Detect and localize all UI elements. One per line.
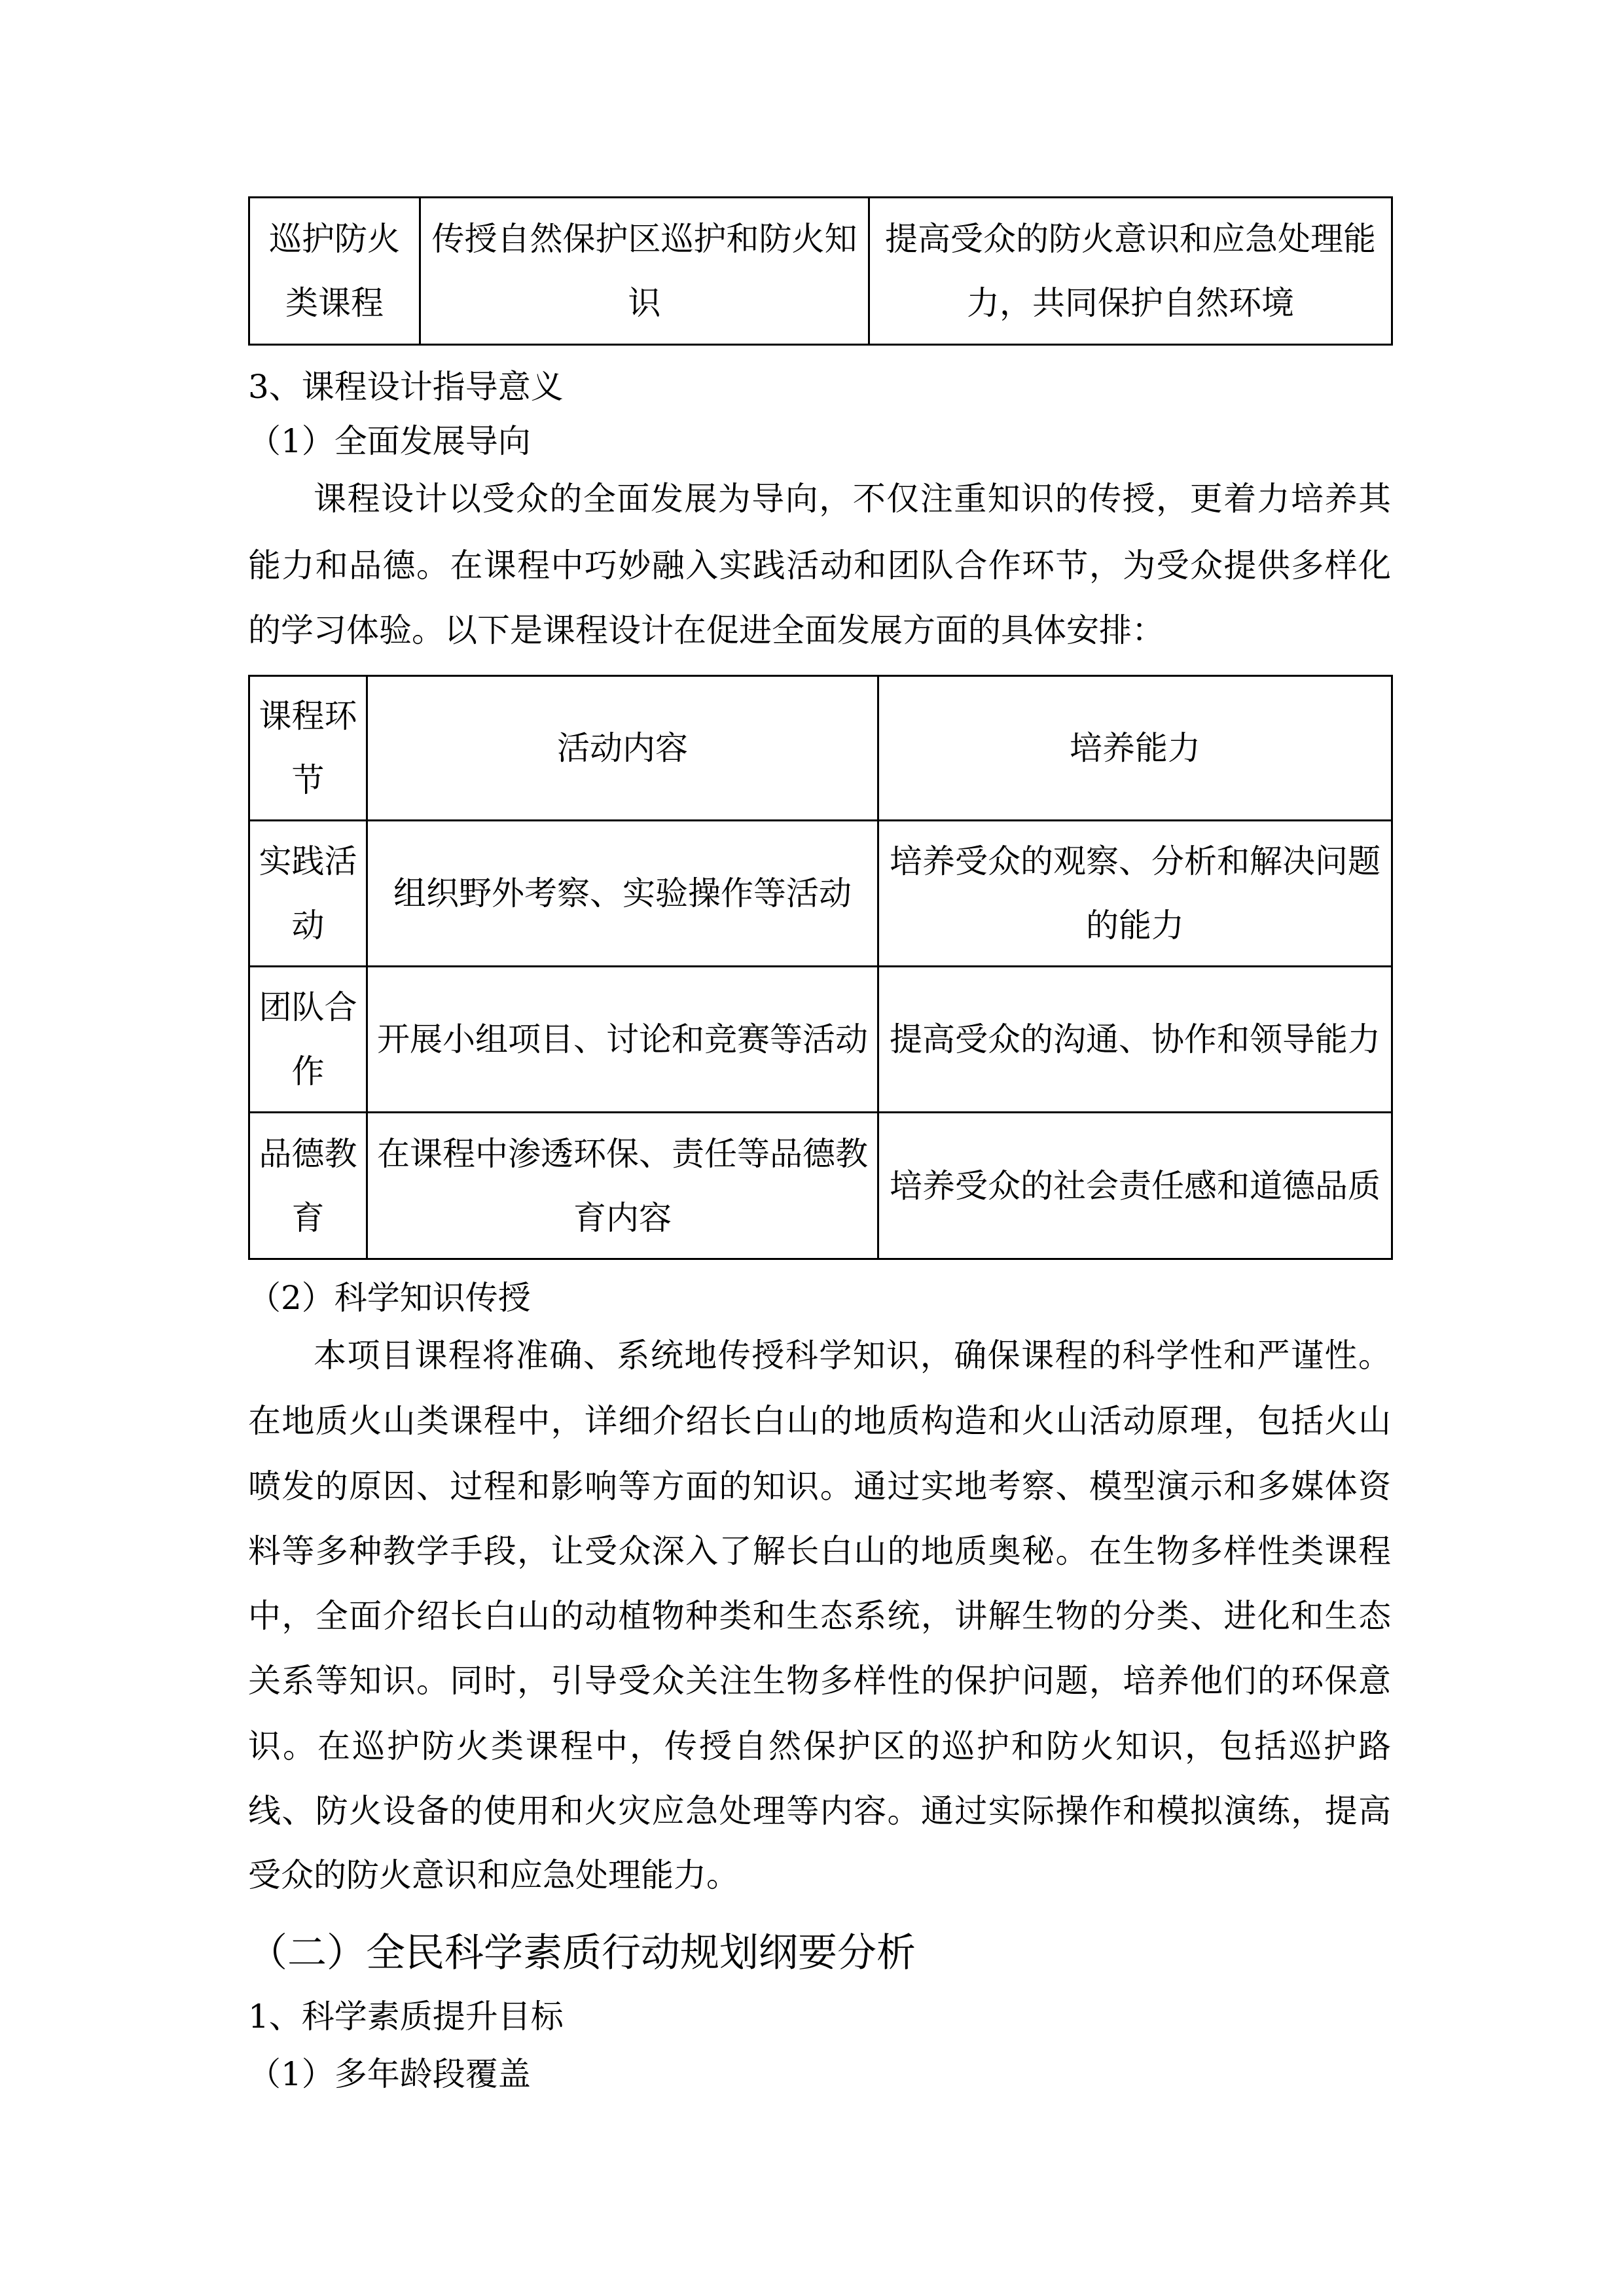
- activity-cell: 在课程中渗透环保、责任等品德教育内容: [367, 1113, 878, 1259]
- paragraph-line: 线、防火设备的使用和火灾应急处理等内容。通过实际操作和模拟演练，提高: [248, 1792, 1391, 1830]
- header-cell: 课程环节: [249, 676, 367, 821]
- chapter-heading: （二）全民科学素质行动规划纲要分析: [248, 1930, 916, 1976]
- course-goal-cell: 提高受众的防火意识和应急处理能力，共同保护自然环境: [869, 198, 1392, 345]
- course-content-cell: 传授自然保护区巡护和防火知识: [420, 198, 869, 345]
- paragraph-line: 识。在巡护防火类课程中，传授自然保护区的巡护和防火知识，包括巡护路: [248, 1727, 1391, 1765]
- table-row: [249, 1113, 1392, 1259]
- subsection-heading: （2）科学知识传授: [248, 1279, 531, 1317]
- course-name-cell: 巡护防火类课程: [249, 198, 420, 345]
- subsection-heading: （1）全面发展导向: [248, 422, 531, 460]
- table-row: [249, 967, 1392, 1113]
- paragraph-line: 课程设计以受众的全面发展为导向，不仅注重知识的传授，更着力培养其: [314, 480, 1391, 518]
- subsection-heading: （1）多年龄段覆盖: [248, 2055, 531, 2093]
- table-row: [249, 821, 1392, 967]
- paragraph-line: 喷发的原因、过程和影响等方面的知识。通过实地考察、模型演示和多媒体资: [248, 1467, 1391, 1505]
- ability-cell: 培养受众的社会责任感和道德品质: [878, 1113, 1392, 1259]
- paragraph-line: 中，全面介绍长白山的动植物种类和生态系统，讲解生物的分类、进化和生态: [248, 1597, 1391, 1635]
- table-header-row: [249, 676, 1392, 821]
- paragraph-line: 在地质火山类课程中，详细介绍长白山的地质构造和火山活动原理，包括火山: [248, 1402, 1391, 1440]
- development-table: [248, 675, 1393, 1260]
- section-heading: 1、科学素质提升目标: [248, 1998, 564, 2036]
- paragraph-line: 的学习体验。以下是课程设计在促进全面发展方面的具体安排：: [248, 611, 1164, 649]
- activity-cell: 开展小组项目、讨论和竞赛等活动: [367, 967, 878, 1113]
- paragraph-line: 本项目课程将准确、系统地传授科学知识，确保课程的科学性和严谨性。: [314, 1336, 1391, 1374]
- paragraph-line: 料等多种教学手段，让受众深入了解长白山的地质奥秘。在生物多样性类课程: [248, 1532, 1391, 1570]
- stage-cell: 品德教育: [249, 1113, 367, 1259]
- paragraph-line: 能力和品德。在课程中巧妙融入实践活动和团队合作环节，为受众提供多样化: [248, 547, 1391, 584]
- ability-cell: 提高受众的沟通、协作和领导能力: [878, 967, 1392, 1113]
- stage-cell: 实践活动: [249, 821, 367, 967]
- header-cell: 培养能力: [878, 676, 1392, 821]
- section-heading: 3、课程设计指导意义: [248, 368, 564, 406]
- header-cell: 活动内容: [367, 676, 878, 821]
- course-table-continued: [248, 196, 1393, 346]
- paragraph-line: 受众的防火意识和应急处理能力。: [248, 1856, 739, 1894]
- table-row: [249, 198, 1392, 345]
- ability-cell: 培养受众的观察、分析和解决问题的能力: [878, 821, 1392, 967]
- paragraph-line: 关系等知识。同时，引导受众关注生物多样性的保护问题，培养他们的环保意: [248, 1662, 1391, 1700]
- activity-cell: 组织野外考察、实验操作等活动: [367, 821, 878, 967]
- stage-cell: 团队合作: [249, 967, 367, 1113]
